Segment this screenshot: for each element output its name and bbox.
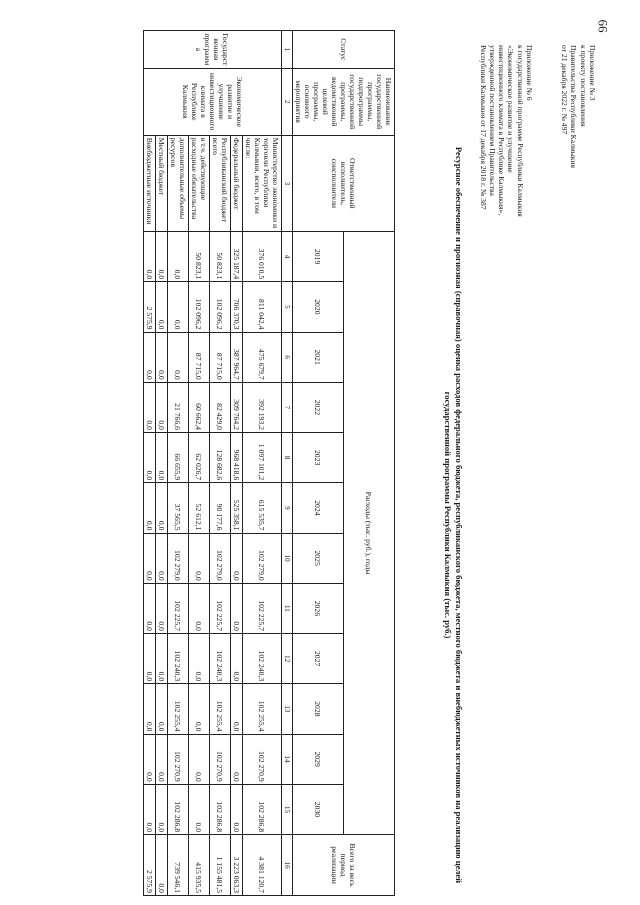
amount-cell: 615 535,7 [243,483,282,533]
amount-cell: 102 279,0 [210,533,231,583]
amount-cell: 0,0 [231,583,243,633]
amount-cell: 0,0 [168,332,189,382]
year-header: 2024 [293,483,344,533]
amount-cell: 0,0 [168,232,189,282]
amount-cell: 87 715,0 [189,332,210,382]
amount-cell: 0,0 [156,232,168,282]
note-line: от 21 декабря 2022 г. № 497 [560,45,570,135]
amount-cell: 325 187,4 [231,232,243,282]
amount-cell: 0,0 [231,734,243,784]
column-index: 7 [282,382,293,432]
annex-note-project [560,45,597,325]
amount-cell: 0,0 [189,634,210,684]
amount-cell: 0,0 [156,784,168,834]
amount-cell: 0,0 [144,433,156,483]
resource-table [143,30,395,896]
note-line: Правительства Республики Калмыкия [569,45,579,169]
year-header: 2030 [293,784,344,834]
amount-cell: 0,0 [156,734,168,784]
amount-cell: 102 255,4 [243,684,282,734]
table-body [144,31,282,896]
table-row [243,31,282,896]
header-row [344,31,395,896]
column-index: 8 [282,433,293,483]
amount-cell: 102 255,4 [210,684,231,734]
funding-source-label: в т.ч. действующие расходные обязательства [189,135,210,231]
column-index: 12 [282,634,293,684]
note-line: утвержденной постановлением Правительства [487,45,497,196]
amount-cell: 0,0 [144,734,156,784]
amount-cell: 0,0 [231,533,243,583]
amount-cell: 309 764,2 [231,382,243,432]
year-header: 2029 [293,734,344,784]
funding-source-label: Местный бюджет [156,135,168,231]
year-header: 2027 [293,634,344,684]
header-responsible: Ответственный исполнитель, соисполнители [293,135,395,231]
amount-cell: 90 177,6 [210,483,231,533]
program-name-cell: Экономическое развитие и улучшение инвестиционного климата в Республике Калмыкия [144,68,282,135]
amount-cell: 102 286,8 [243,784,282,834]
amount-cell: 102 225,7 [168,583,189,633]
column-index: 11 [282,583,293,633]
amount-cell: 0,0 [144,533,156,583]
note-line: Приложение № 3 [588,45,597,101]
amount-cell: 1 097 101,2 [243,433,282,483]
amount-cell: 0,0 [144,634,156,684]
amount-cell: 102 279,0 [168,533,189,583]
amount-cell: 60 662,4 [189,382,210,432]
amount-cell: 968 418,6 [231,433,243,483]
funding-source-label: Республиканский бюджет всего [210,135,231,231]
column-index: 3 [282,135,293,231]
header-expenses: Расходы (тыс. руб.), годы [344,232,395,835]
amount-cell: 128 682,6 [210,433,231,483]
document-heading: Ресурсное обеспечение и прогнозная (справочная) оценка расходов федерального бюджета, республиканского бюджета, местного бюджета и внебюджетных источников на реализацию целей государственной программы Республики Калмыкия (тыс. руб.) [443,146,464,884]
year-header: 2022 [293,382,344,432]
amount-cell: 0,0 [189,533,210,583]
amount-cell: 525 358,1 [231,483,243,533]
amount-cell: 2 575,9 [144,282,156,332]
amount-cell: 0,0 [144,332,156,382]
amount-cell: 102 096,2 [210,282,231,332]
amount-cell: 62 026,7 [189,433,210,483]
column-index-row [282,31,293,896]
amount-cell: 82 429,0 [210,382,231,432]
amount-cell: 0,0 [144,232,156,282]
column-index: 1 [282,31,293,69]
column-index: 10 [282,533,293,583]
column-index: 9 [282,483,293,533]
status-cell: Государственная программа [144,31,282,69]
annex-note-program [478,45,534,345]
note-line: «Экономическое развитие и улучшение [506,45,516,173]
amount-cell: 392 193,2 [243,382,282,432]
note-line: Республики Калмыкия от 17 декабря 2018 г. № 387 [478,45,488,210]
table-row [189,31,210,896]
column-index: 13 [282,684,293,734]
amount-cell: 0,0 [144,784,156,834]
table-row [210,31,231,896]
amount-cell: 21 766,6 [168,382,189,432]
funding-source-label: дополнительные объемы ресурсов [168,135,189,231]
funding-source-label: Министерство экономики и торговли Республики Калмыкия, всего, в том числе: [243,135,282,231]
amount-cell: 0,0 [144,483,156,533]
amount-cell: 0,0 [144,684,156,734]
year-header: 2026 [293,583,344,633]
total-cell: 2 575,9 [144,835,156,896]
header-total: Всего за весь период реализации [293,835,395,896]
note-line: к государственной программе Республики Калмыкия [515,45,525,217]
total-cell: 1 155 481,5 [210,835,231,896]
total-cell: 739 546,1 [168,835,189,896]
column-index: 2 [282,68,293,135]
amount-cell: 102 240,3 [210,634,231,684]
amount-cell: 102 225,7 [210,583,231,633]
year-header: 2020 [293,282,344,332]
amount-cell: 66 655,9 [168,433,189,483]
column-index: 15 [282,784,293,834]
funding-source-label: Федеральный бюджет [231,135,243,231]
amount-cell: 0,0 [189,583,210,633]
amount-cell: 0,0 [156,533,168,583]
amount-cell: 0,0 [231,784,243,834]
total-cell: 3 223 063,3 [231,835,243,896]
amount-cell: 0,0 [231,684,243,734]
amount-cell: 376 010,5 [243,232,282,282]
amount-cell: 102 240,3 [168,634,189,684]
amount-cell: 0,0 [156,382,168,432]
column-index: 14 [282,734,293,784]
amount-cell: 0,0 [189,684,210,734]
amount-cell: 102 286,8 [168,784,189,834]
year-header: 2025 [293,533,344,583]
amount-cell: 0,0 [156,282,168,332]
amount-cell: 102 279,0 [243,533,282,583]
amount-cell: 102 270,9 [168,734,189,784]
table-row [144,31,156,896]
amount-cell: 102 270,9 [243,734,282,784]
total-cell: 415 935,5 [189,835,210,896]
amount-cell: 0,0 [156,684,168,734]
amount-cell: 102 255,4 [168,684,189,734]
year-header: 2023 [293,433,344,483]
column-index: 16 [282,835,293,896]
amount-cell: 102 286,8 [210,784,231,834]
amount-cell: 706 370,3 [231,282,243,332]
amount-cell: 37 565,5 [168,483,189,533]
column-index: 4 [282,232,293,282]
amount-cell: 0,0 [144,382,156,432]
amount-cell: 102 270,9 [210,734,231,784]
amount-cell: 0,0 [231,634,243,684]
funding-source-label: Внебюджетные источники [144,135,156,231]
header-status: Статус [293,31,395,69]
amount-cell: 0,0 [144,583,156,633]
table-row [168,31,189,896]
amount-cell: 811 042,4 [243,282,282,332]
total-cell: 0,0 [156,835,168,896]
amount-cell: 52 612,1 [189,483,210,533]
amount-cell: 0,0 [156,483,168,533]
amount-cell: 0,0 [156,332,168,382]
table-row [231,31,243,896]
note-line: инвестиционного климата в Республике Калмыкия», [497,45,507,216]
amount-cell: 0,0 [156,634,168,684]
total-cell: 4 381 120,7 [243,835,282,896]
amount-cell: 0,0 [189,734,210,784]
header-program-name: Наименование государственной программы, подпрограммы государственной программы, ведомственной целевой программы, основного мероприятия [293,68,395,135]
amount-cell: 387 964,7 [231,332,243,382]
amount-cell: 102 096,2 [189,282,210,332]
year-header: 2019 [293,232,344,282]
note-line: Приложение № 6 [525,45,534,101]
amount-cell: 50 823,1 [210,232,231,282]
table-row [156,31,168,896]
amount-cell: 50 823,1 [189,232,210,282]
column-index: 5 [282,282,293,332]
note-line: к проекту постановления [578,45,588,127]
amount-cell: 0,0 [156,583,168,633]
amount-cell: 0,0 [156,433,168,483]
page-number: 66 [595,19,611,33]
amount-cell: 102 225,7 [243,583,282,633]
amount-cell: 102 240,3 [243,634,282,684]
amount-cell: 87 715,0 [210,332,231,382]
amount-cell: 475 679,7 [243,332,282,382]
year-header: 2028 [293,684,344,734]
column-index: 6 [282,332,293,382]
amount-cell: 0,0 [189,784,210,834]
amount-cell: 0,0 [168,282,189,332]
year-header: 2021 [293,332,344,382]
